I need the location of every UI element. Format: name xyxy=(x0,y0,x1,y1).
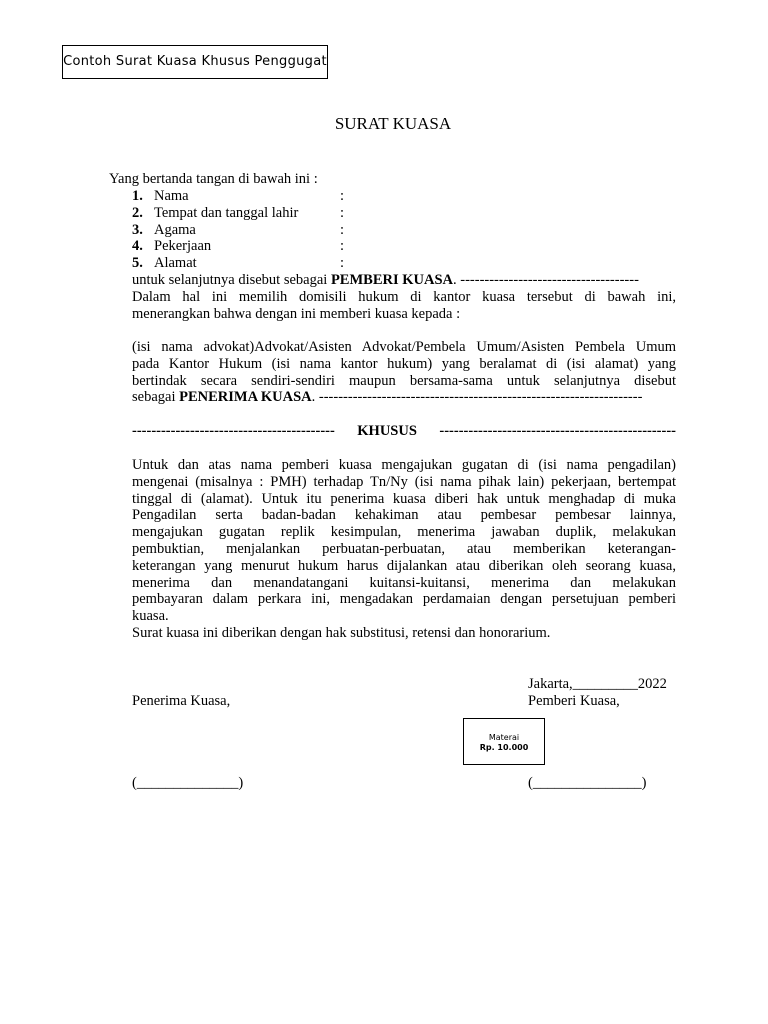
paragraph-line: mengajukan gugatan replik kesimpulan, menerima jawaban duplik, melakukan xyxy=(132,524,676,541)
field-row: 5. Alamat : xyxy=(132,255,345,272)
paragraph-line: menerangkan bahwa dengan ini memberi kuasa kepada : xyxy=(132,305,461,322)
intro-line: Yang bertanda tangan di bawah ini : xyxy=(109,171,318,187)
khusus-heading: KHUSUS xyxy=(357,423,417,439)
authority-paragraph xyxy=(132,457,676,642)
paragraph-line: pembayaran dalam perkara ini, mengadakan perdamaian dengan persetujuan pemberi xyxy=(132,591,676,608)
hak-substitusi-line: Surat kuasa ini diberikan dengan hak substitusi, retensi dan honorarium. xyxy=(132,624,551,641)
paragraph-line: mengenai (misalnya : PMH) terhadap Tn/Ny (isi nama pihak lain) pekerjaan, bertempat xyxy=(132,473,676,490)
penerima-kuasa-paragraph xyxy=(132,339,676,406)
paragraph-line: bertindak secara sendiri-sendiri maupun bersama-sama untuk selanjutnya disebut xyxy=(132,372,676,389)
paragraph-line: pada Kantor Hukum (isi nama kantor hukum) yang beralamat di (isi alamat) yang xyxy=(132,355,676,372)
field-row: 1. Nama : xyxy=(132,188,345,204)
materai-label: Materai xyxy=(488,733,520,742)
materai-stamp-box xyxy=(463,718,545,765)
materai-value: Rp. 10.000 xyxy=(479,743,529,752)
field-row: 4. Pekerjaan : xyxy=(132,238,345,255)
paragraph-line: menerima dan menandatangani kuitansi-kuitansi, menerima dan melakukan xyxy=(132,574,676,591)
document-title: SURAT KUASA xyxy=(334,114,452,133)
identity-field-list xyxy=(132,188,344,272)
signature-line-pemberi: (_______________) xyxy=(528,775,647,791)
field-row: 3. Agama : xyxy=(132,221,345,238)
paragraph-line: sebagai PENERIMA KUASA. ------------------------------------------------------------------- xyxy=(132,389,643,406)
paragraph-line: Pengadilan serta badan-badan kehakiman atau pembesar pembesar lainnya, xyxy=(132,507,676,524)
pemberi-kuasa-paragraph xyxy=(132,272,676,322)
place-date: Jakarta,_________2022 xyxy=(528,676,667,692)
pemberi-kuasa-label: Pemberi Kuasa, xyxy=(528,693,620,709)
paragraph-line: keterangan yang menurut hukum harus dijalankan atau diberikan oleh seorang kuasa, xyxy=(132,557,676,574)
paragraph-line: Untuk dan atas nama pemberi kuasa mengajukan gugatan di (isi nama pengadilan) xyxy=(132,457,676,473)
paragraph-line: pembuktian, menjalankan perbuatan-perbuatan, atau memberikan keterangan- xyxy=(132,540,676,557)
khusus-divider: ------------------------------------------ KHUSUS ------------------------------------------------- xyxy=(132,423,676,439)
paragraph-line: kuasa. xyxy=(132,608,169,625)
penerima-kuasa-label: Penerima Kuasa, xyxy=(132,693,231,709)
document-label-box: Contoh Surat Kuasa Khusus Penggugat xyxy=(62,45,328,79)
paragraph-line: untuk selanjutnya disebut sebagai PEMBERI KUASA. ------------------------------------- xyxy=(132,272,639,288)
field-row: 2. Tempat dan tanggal lahir : xyxy=(132,204,345,221)
paragraph-line: Dalam hal ini memilih domisili hukum di kantor kuasa tersebut di bawah ini, xyxy=(132,288,676,305)
paragraph-line: (isi nama advokat)Advokat/Asisten Advokat/Pembela Umum/Asisten Pembela Umum xyxy=(132,339,676,355)
signature-line-penerima: (______________) xyxy=(132,775,244,791)
paragraph-line: tinggal di (alamat). Untuk itu penerima kuasa diberi hak untuk menghadap di muka xyxy=(132,490,676,507)
